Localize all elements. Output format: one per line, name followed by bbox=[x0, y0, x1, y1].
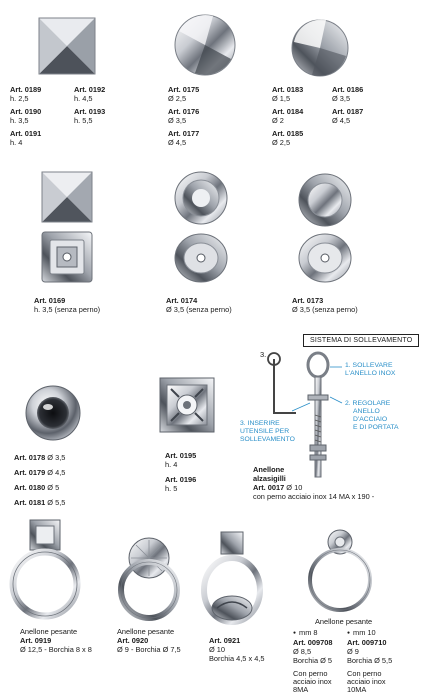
spec-item bbox=[34, 296, 100, 314]
article-number: Art. 0187 bbox=[332, 107, 364, 116]
article-number: Art. 0174 bbox=[166, 296, 198, 305]
note-line: 8MA bbox=[293, 684, 309, 694]
note-line: 10MA bbox=[347, 684, 367, 694]
product-title: Anellone pesante bbox=[315, 617, 373, 626]
dimension: h. 4,5 bbox=[74, 94, 93, 103]
pyramid-stud-top-image bbox=[40, 170, 94, 224]
spec-item bbox=[292, 296, 358, 314]
spec-item bbox=[272, 129, 303, 147]
spec-line bbox=[253, 483, 374, 492]
flat-base-image bbox=[297, 232, 353, 284]
article-number: Art. 0176 bbox=[168, 107, 200, 116]
spec-line bbox=[14, 498, 65, 507]
flat-stud-top-image bbox=[297, 172, 353, 228]
note-line: acciaio inox bbox=[347, 676, 386, 686]
dimension: Ø 2,5 bbox=[168, 94, 187, 103]
article-number: Art. 0184 bbox=[272, 107, 304, 116]
note-line: Con perno bbox=[293, 668, 328, 678]
spec-item bbox=[168, 129, 199, 147]
article-number: Art. 0181 bbox=[14, 498, 46, 507]
square-base-image bbox=[40, 230, 94, 284]
spec-item bbox=[74, 107, 105, 125]
spec-item bbox=[10, 129, 41, 147]
spec-variant bbox=[347, 628, 392, 694]
dimension: Ø 3,5 (senza perno) bbox=[166, 305, 232, 314]
dimension: Ø 9 - Borchia Ø 7,5 bbox=[117, 645, 181, 654]
dimension-base: Borchia 4,5 x 4,5 bbox=[209, 654, 265, 663]
article-number: Art. 0179 bbox=[14, 468, 46, 477]
callout-line: 2. REGOLARE bbox=[345, 400, 391, 407]
callout-line: L'ANELLO INOX bbox=[345, 370, 396, 377]
callout-line: E DI PORTATA bbox=[353, 424, 399, 431]
callout-line: SOLLEVAMENTO bbox=[240, 436, 295, 443]
dimension: Ø 10 bbox=[286, 483, 303, 492]
ornate-square-stud-image bbox=[157, 375, 217, 435]
article-number: Art. 009708 bbox=[293, 637, 333, 647]
dimension: h. 3,5 (senza perno) bbox=[34, 305, 101, 314]
spec-item bbox=[332, 107, 363, 125]
dome-stud-image bbox=[24, 384, 82, 442]
spec-variant bbox=[293, 628, 332, 694]
article-number: Art. 0186 bbox=[332, 85, 364, 94]
lifting-system-banner: SISTEMA DI SOLLEVAMENTO bbox=[303, 334, 419, 347]
article-number: Art. 0175 bbox=[168, 85, 200, 94]
dimension: h. 4 bbox=[165, 460, 178, 469]
article-number: Art. 0180 bbox=[14, 483, 46, 492]
spec-item bbox=[165, 451, 196, 469]
dimension: h. 3,5 bbox=[10, 116, 29, 125]
spec-item bbox=[14, 468, 65, 477]
spec-line bbox=[14, 453, 65, 462]
article-number: Art. 0193 bbox=[74, 107, 106, 116]
callout-line: D'ACCIAIO bbox=[353, 416, 388, 423]
article-number: Art. 0185 bbox=[272, 129, 304, 138]
round-base-image bbox=[173, 232, 229, 284]
dimension: Ø 5,5 bbox=[47, 498, 66, 507]
article-number: Art. 0169 bbox=[34, 296, 66, 305]
spec-item bbox=[20, 627, 92, 654]
spec-item bbox=[332, 85, 363, 103]
dimension: Ø 5 bbox=[47, 483, 60, 492]
spec-line bbox=[14, 483, 59, 492]
step3-callout bbox=[240, 420, 295, 444]
heavy-ring-square-image bbox=[6, 518, 84, 622]
variant-note bbox=[347, 670, 392, 695]
spec-item bbox=[166, 296, 232, 314]
spec-item bbox=[168, 107, 199, 125]
dimension: h. 2,5 bbox=[10, 94, 29, 103]
product-title: Anellone pesante bbox=[20, 627, 78, 636]
dimension: Ø 4,5 bbox=[332, 116, 351, 125]
note-line: acciaio inox bbox=[293, 676, 332, 686]
spec-item bbox=[14, 498, 65, 507]
decorated-ring-image bbox=[199, 530, 265, 626]
lifting-spec bbox=[253, 465, 374, 501]
product-title: alzasigilli bbox=[253, 474, 286, 483]
article-number: Art. 009710 bbox=[347, 637, 387, 647]
product-title: Anellone pesante bbox=[117, 627, 175, 636]
dimension: Ø 10 bbox=[209, 645, 226, 654]
heavy-ring-round-image bbox=[113, 536, 185, 624]
article-number: Art. 0177 bbox=[168, 129, 200, 138]
article-number: Art. 0919 bbox=[20, 636, 52, 645]
dimension: Ø 3,5 bbox=[332, 94, 351, 103]
dimension: Ø 2 bbox=[272, 116, 284, 125]
dimension: h. 4 bbox=[10, 138, 23, 147]
article-number: Art. 0191 bbox=[10, 129, 42, 138]
callout-line: ANELLO bbox=[353, 408, 380, 415]
flat-cone-stud-image bbox=[290, 18, 350, 78]
spec-item bbox=[272, 85, 303, 103]
callout-line: 3. INSERIRE bbox=[240, 420, 280, 427]
spec-item bbox=[117, 627, 181, 654]
spec-item bbox=[74, 85, 105, 103]
article-number: Art. 0190 bbox=[10, 107, 42, 116]
dimension: Ø 12,5 - Borchia 8 x 8 bbox=[20, 645, 92, 654]
note-line: Con perno bbox=[347, 668, 382, 678]
variant-bullet: ● mm 10 bbox=[347, 628, 392, 638]
spec-item bbox=[165, 475, 196, 493]
description: con perno acciaio inox 14 MA x 190 - bbox=[253, 492, 375, 501]
spec-item bbox=[10, 107, 41, 125]
dimension: Ø 3,5 (senza perno) bbox=[292, 305, 358, 314]
round-stud-top-image bbox=[173, 170, 229, 226]
dimension: h. 5,5 bbox=[74, 116, 93, 125]
callout-line: UTENSILE PER bbox=[240, 428, 290, 435]
variant-bullet: ● mm 8 bbox=[293, 628, 332, 638]
article-number: Art. 0920 bbox=[117, 636, 149, 645]
dimension: Ø 1,5 bbox=[272, 94, 291, 103]
dimension: Ø 2,5 bbox=[272, 138, 291, 147]
dimension: Ø 9 bbox=[347, 646, 359, 656]
dimension-base: Borchia Ø 5 bbox=[293, 655, 333, 665]
dimension: h. 5 bbox=[165, 484, 178, 493]
article-number: Art. 0173 bbox=[292, 296, 324, 305]
spec-item bbox=[14, 483, 59, 492]
article-number: Art. 0189 bbox=[10, 85, 42, 94]
heavy-ring-plain-image bbox=[304, 528, 376, 612]
step-number: 3. bbox=[260, 350, 267, 359]
step2-callout bbox=[345, 400, 399, 432]
step1-callout bbox=[345, 362, 395, 378]
dimension-base: Borchia Ø 5,5 bbox=[347, 655, 393, 665]
spec-line bbox=[14, 468, 65, 477]
dimension: Ø 3,5 bbox=[168, 116, 187, 125]
spec-item bbox=[14, 453, 65, 462]
cone-stud-image bbox=[173, 13, 237, 77]
variant-note bbox=[293, 670, 332, 695]
article-number: Art. 0921 bbox=[209, 636, 241, 645]
article-number: Art. 0183 bbox=[272, 85, 304, 94]
pyramid-stud-image bbox=[37, 16, 97, 76]
spec-item bbox=[168, 85, 199, 103]
article-number: Art. 0017 bbox=[253, 483, 285, 492]
dimension: Ø 3,5 bbox=[47, 453, 66, 462]
callout-line: 1. SOLLEVARE bbox=[345, 362, 393, 369]
spec-item bbox=[272, 107, 303, 125]
dimension: Ø 8,5 bbox=[293, 646, 312, 656]
article-number: Art. 0195 bbox=[165, 451, 197, 460]
spec-item bbox=[10, 85, 41, 103]
dimension: Ø 4,5 bbox=[47, 468, 66, 477]
article-number: Art. 0192 bbox=[74, 85, 106, 94]
product-title: Anellone bbox=[253, 465, 285, 474]
article-number: Art. 0196 bbox=[165, 475, 197, 484]
dimension: Ø 4,5 bbox=[168, 138, 187, 147]
article-number: Art. 0178 bbox=[14, 453, 46, 462]
spec-item bbox=[209, 636, 264, 663]
